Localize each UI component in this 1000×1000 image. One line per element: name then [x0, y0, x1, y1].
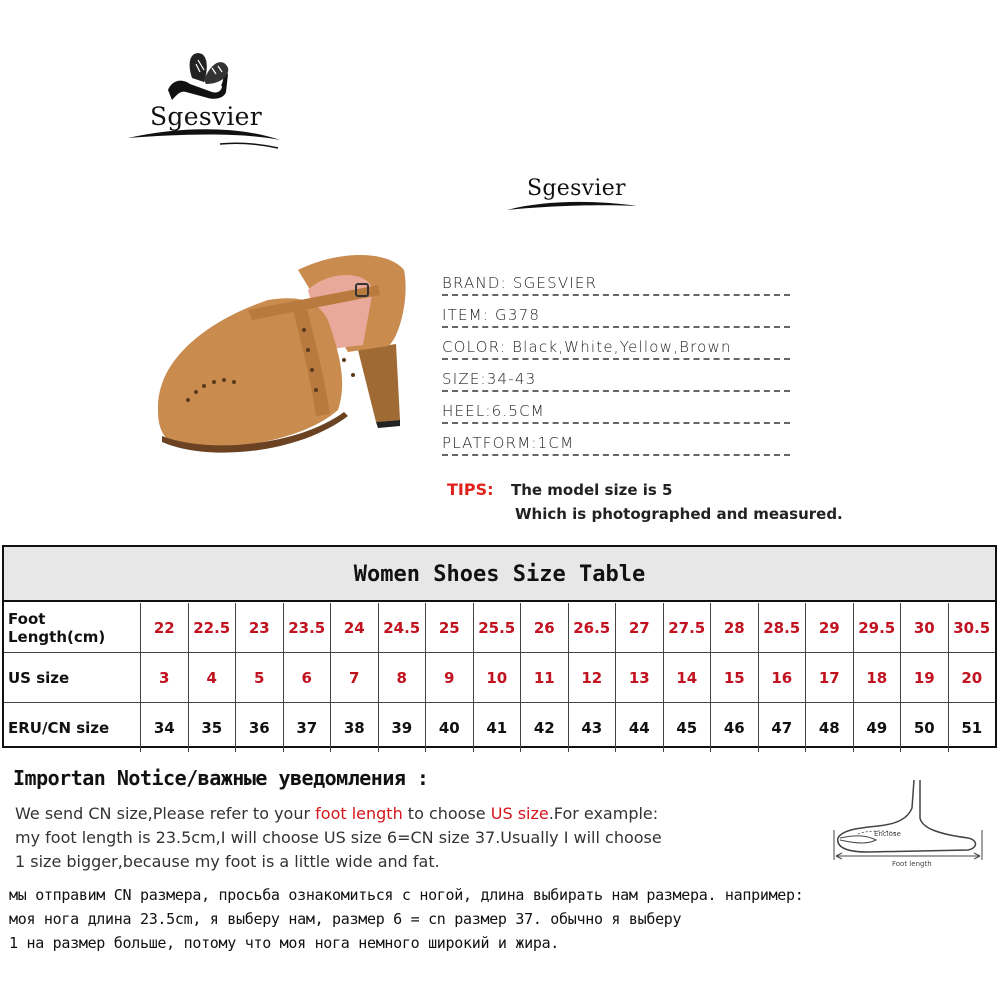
spec-item: ITEM: G378: [442, 300, 790, 328]
table-cell: 40: [426, 703, 474, 752]
table-cell: 14: [664, 653, 712, 702]
notice-ru-line-2: моя нога длина 23.5cm, я выберу нам, размер 6 = cn размер 37. обычно я выберу: [9, 910, 682, 928]
table-cell: 5: [236, 653, 284, 702]
table-cell: 27: [616, 603, 664, 652]
table-cell: 3: [141, 653, 189, 702]
table-cell: 17: [806, 653, 854, 702]
table-cell: 25.5: [474, 603, 522, 652]
table-cell: 51: [961, 718, 983, 737]
size-table: [2, 545, 997, 748]
table-cell: 26.5: [569, 603, 617, 652]
table-cell: 29: [806, 603, 854, 652]
notice-en-line-2: my foot length is 23.5cm,I will choose US size 6=CN size 37.Usually I will choose: [15, 828, 662, 847]
notice-ru-line-3: 1 на размер больше, потому что моя нога немного широкий и жира.: [9, 934, 560, 952]
secondary-logo-text: Sgesvier: [527, 176, 626, 201]
table-cell: 22: [141, 603, 189, 652]
table-cell: 16: [759, 653, 807, 702]
table-cell: 13: [616, 653, 664, 702]
table-cell: 48: [806, 703, 854, 752]
size-table-title: Women Shoes Size Table: [4, 547, 995, 602]
table-cell: 47: [759, 703, 807, 752]
logo-swoosh-icon: [505, 170, 640, 215]
table-cell: 30: [901, 603, 949, 652]
secondary-logo: [505, 170, 640, 215]
table-cell: 28: [711, 603, 759, 652]
table-cell: 7: [331, 653, 379, 702]
tips-line-1: The model size is 5: [511, 481, 673, 499]
table-cell: 25: [426, 603, 474, 652]
spec-platform: PLATFORM:1CM: [442, 428, 790, 456]
table-cell: 19: [901, 653, 949, 702]
table-cell: 11: [521, 653, 569, 702]
table-cell: 38: [331, 703, 379, 752]
table-cell: 22.5: [189, 603, 237, 652]
notice-en-line-1: We send CN size,Please refer to your foot length to choose US size.For example:: [15, 804, 659, 823]
butterfly-heel-logo-icon: [120, 40, 290, 160]
table-row-header: Foot Length(cm): [4, 603, 141, 652]
shoe-product-image: [148, 240, 418, 465]
table-cell: 45: [664, 703, 712, 752]
table-cell: 26: [521, 603, 569, 652]
table-cell: 15: [711, 653, 759, 702]
table-cell: 9: [426, 653, 474, 702]
table-cell: 8: [379, 653, 427, 702]
table-cell: 39: [379, 703, 427, 752]
table-cell: 50: [901, 703, 949, 752]
table-row-foot-length: [4, 603, 995, 652]
tips-label: TIPS:: [447, 480, 494, 499]
table-cell: 43: [569, 703, 617, 752]
tips-line-2: Which is photographed and measured.: [515, 505, 843, 523]
table-cell: 18: [854, 653, 902, 702]
foot-length-highlight: foot length: [315, 804, 403, 823]
notice-en-line-3: 1 size bigger,because my foot is a little wide and fat.: [15, 852, 440, 871]
spec-color: COLOR: Black,White,Yellow,Brown: [442, 332, 790, 360]
table-cell: 41: [474, 703, 522, 752]
table-cell: 24.5: [379, 603, 427, 652]
table-cell: 46: [711, 703, 759, 752]
notice-title: Importan Notice/важные уведомления :: [13, 766, 429, 790]
table-cell: 37: [284, 703, 332, 752]
table-cell: 42: [521, 703, 569, 752]
table-row-header: US size: [4, 653, 141, 702]
table-cell: 35: [189, 703, 237, 752]
table-cell: 23: [236, 603, 284, 652]
foot-length-label: Foot length: [892, 860, 932, 868]
table-row-us-size: [4, 653, 995, 702]
table-cell: 49: [854, 703, 902, 752]
table-cell: 28.5: [759, 603, 807, 652]
table-cell: 30.5: [953, 618, 991, 637]
table-cell: 10: [474, 653, 522, 702]
table-row-header: ERU/CN size: [4, 703, 141, 752]
spec-heel: HEEL:6.5CM: [442, 396, 790, 424]
table-cell: 12: [569, 653, 617, 702]
table-cell: 34: [141, 703, 189, 752]
table-cell: 29.5: [854, 603, 902, 652]
foot-measure-diagram-icon: [828, 778, 988, 870]
table-cell: 20: [961, 668, 983, 687]
table-cell: 36: [236, 703, 284, 752]
brand-logo: [120, 40, 290, 160]
table-cell: 4: [189, 653, 237, 702]
notice-ru-line-1: мы отправим CN размера, просьба ознакомиться с ногой, длина выбирать нам размера. например:: [9, 886, 804, 904]
table-cell: 6: [284, 653, 332, 702]
brand-logo-text: Sgesvier: [150, 102, 263, 131]
table-cell: 44: [616, 703, 664, 752]
table-row-eu-cn-size: [4, 703, 995, 752]
us-size-highlight: US size: [490, 804, 549, 823]
spec-brand: BRAND: SGESVIER: [442, 268, 790, 296]
table-cell: 23.5: [284, 603, 332, 652]
enclose-label: Enclose: [874, 830, 901, 838]
spec-size: SIZE:34-43: [442, 364, 790, 392]
table-cell: 27.5: [664, 603, 712, 652]
table-cell: 24: [331, 603, 379, 652]
